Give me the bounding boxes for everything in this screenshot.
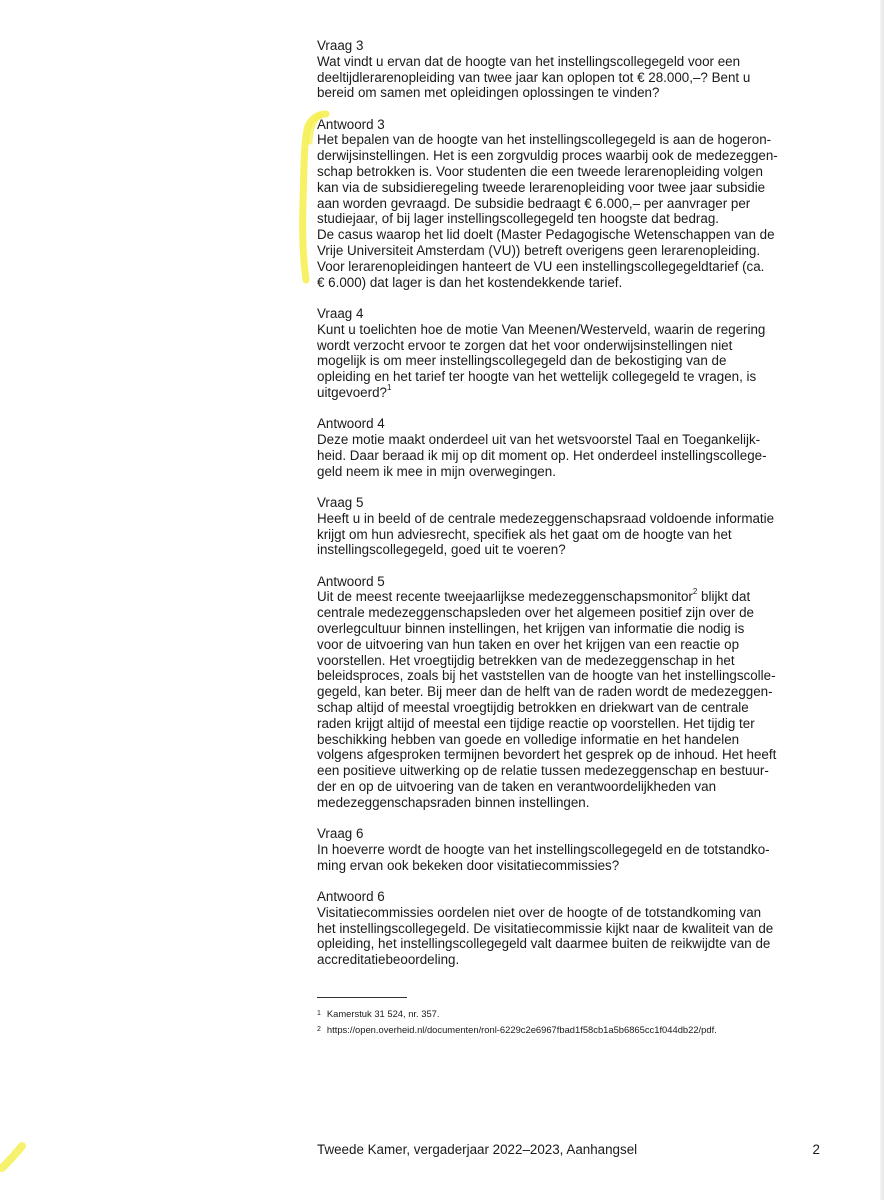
footnote-text: Kamerstuk 31 524, nr. 357. xyxy=(326,1008,440,1019)
text-line: Vrije Universiteit Amsterdam (VU)) betreft overigens geen lerarenopleiding. xyxy=(317,243,761,259)
answer-4 xyxy=(317,416,827,479)
text-line: derwijsinstellingen. Het is een zorgvuldig proces waarbij ook de medezeggen- xyxy=(317,148,778,164)
text-line-with-footnote xyxy=(317,382,827,401)
text-line: centrale medezeggenschapsleden over het algemeen positief zijn over de xyxy=(317,605,754,621)
text-line: kan via de subsidieregeling tweede lerarenopleiding voor twee jaar subsidie xyxy=(317,179,766,195)
text-fragment: blijkt dat xyxy=(697,589,751,605)
text-fragment: Uit de meest recente tweejaarlijkse medezeggenschapsmonitor xyxy=(317,589,693,605)
answer-6 xyxy=(317,889,827,968)
footnote-divider xyxy=(317,997,407,998)
answer-3 xyxy=(317,117,827,291)
text-line: schap betrokken is. Voor studenten die een tweede lerarenopleiding volgen xyxy=(317,164,763,180)
answer-5-heading: Antwoord 5 xyxy=(317,573,385,589)
text-line: beschikking hebben van goede en volledige informatie en het handelen xyxy=(317,731,740,747)
text-line: Het bepalen van de hoogte van het instellingscollegegeld is aan de hogeron- xyxy=(317,132,772,148)
text-line: wordt verzocht ervoor te zorgen dat het voor onderwijsinstellingen niet xyxy=(317,337,733,353)
text-line: een positieve uitwerking op de relatie tussen medezeggenschap en bestuur- xyxy=(317,763,769,779)
footer-publication: Tweede Kamer, vergaderjaar 2022–2023, Aanhangsel xyxy=(317,1142,638,1157)
text-line: Kunt u toelichten hoe de motie Van Meenen/Westerveld, waarin de regering xyxy=(317,321,766,337)
text-line: voorstellen. Het vroegtijdig betrekken van de medezeggenschap in het xyxy=(317,652,735,668)
text-line: het instellingscollegegeld. De visitatiecommissie kijkt naar de kwaliteit van de xyxy=(317,920,774,936)
text-line: heid. Daar beraad ik mij op dit moment op. Het onderdeel instellingscollege- xyxy=(317,447,767,463)
footnote-2 xyxy=(317,1023,717,1039)
text-line: ming ervan ook bekeken door visitatiecommissies? xyxy=(317,857,620,873)
text-line: deeltijdlerarenopleiding van twee jaar kan oplopen tot € 28.000,–? Bent u xyxy=(317,69,751,85)
question-6-heading: Vraag 6 xyxy=(317,826,364,842)
answer-3-heading: Antwoord 3 xyxy=(317,116,385,132)
text-line: Visitatiecommissies oordelen niet over de hoogte of de totstandkoming van xyxy=(317,904,762,920)
text-line: overlegcultuur binnen instellingen, het krijgen van informatie die nodig is xyxy=(317,621,745,636)
text-fragment: uitgevoerd? xyxy=(317,384,387,400)
question-4-heading: Vraag 4 xyxy=(317,305,364,321)
text-line: Voor lerarenopleidingen hanteert de VU een instellingscollegegeldtarief (ca. xyxy=(317,258,765,274)
text-line: aan worden gevraagd. De subsidie bedraagt € 6.000,– per aanvrager per xyxy=(317,195,751,211)
footnote-number: 1 xyxy=(317,1010,321,1017)
text-line-with-footnote xyxy=(317,589,827,605)
page-number: 2 xyxy=(812,1142,820,1157)
text-line: schap altijd of meestal vroegtijdig betrokken en driekwart van de centrale xyxy=(317,699,749,715)
text-line: volgens afgesproken termijnen bevordert het gesprek op de inhoud. Het heeft xyxy=(317,747,777,763)
text-line: In hoeverre wordt de hoogte van het instellingscollegegeld en de totstandko- xyxy=(317,841,770,857)
highlighter-corner-mark xyxy=(0,1138,30,1178)
footnotes xyxy=(317,1007,717,1038)
text-line: instellingscollegegeld, goed uit te voeren? xyxy=(317,542,566,558)
text-line: bereid om samen met opleidingen oplossingen te vinden? xyxy=(317,85,660,101)
footnote-number: 2 xyxy=(317,1025,321,1033)
page-edge-shadow xyxy=(880,0,884,1200)
text-line: De casus waarop het lid doelt (Master Pedagogische Wetenschappen van de xyxy=(317,227,775,243)
answer-4-heading: Antwoord 4 xyxy=(317,416,385,432)
document-body xyxy=(317,38,827,983)
footnote-1 xyxy=(317,1007,717,1023)
text-line: der en op de uitvoering van de taken en verantwoordelijkheden van xyxy=(317,778,717,794)
text-line: Wat vindt u ervan dat de hoogte van het instellingscollegegeld voor een xyxy=(317,53,741,69)
answer-5 xyxy=(317,574,827,811)
text-line: opleiding en het tarief ter hoogte van het wettelijk collegegeld te vragen, is xyxy=(317,369,757,385)
question-4 xyxy=(317,306,827,401)
answer-6-heading: Antwoord 6 xyxy=(317,888,385,904)
text-line: krijgt om hun adviesrecht, specifiek als het gaat om de hoogte van het xyxy=(317,526,732,542)
question-3 xyxy=(317,38,827,101)
text-line: raden krijgt altijd of meestal een tijdige reactie op voorstellen. Het tijdig ter xyxy=(317,715,755,731)
text-line: mogelijk is om meer instellingscollegegeld dan de bekostiging van de xyxy=(317,353,727,369)
footnote-link[interactable]: https://open.overheid.nl/documenten/ronl-6229c2e6967fbad1f58cb1a5b6865cc1f044db22/pdf. xyxy=(326,1023,717,1035)
text-line: accreditatiebeoordeling. xyxy=(317,952,460,968)
footnote-ref-2[interactable]: 2 xyxy=(692,587,698,597)
text-line: studiejaar, of bij lager instellingscollegegeld ten hoogste dat bedrag. xyxy=(317,211,719,227)
text-line: beleidsproces, zoals bij het vaststellen van de hoogte van het instellingscolle- xyxy=(317,668,776,684)
text-line: € 6.000) dat lager is dan het kostendekkende tarief. xyxy=(317,274,623,290)
question-5 xyxy=(317,495,827,558)
text-line: voor de uitvoering van hun taken en over het krijgen van een reactie op xyxy=(317,636,740,652)
question-6 xyxy=(317,826,827,873)
question-5-heading: Vraag 5 xyxy=(317,494,364,510)
text-line: gegeld, kan beter. Bij meer dan de helft van de raden wordt de medezeggen- xyxy=(317,684,773,700)
text-line: geld neem ik mee in mijn overwegingen. xyxy=(317,463,556,479)
text-line: Deze motie maakt onderdeel uit van het wetsvoorstel Taal en Toegankelijk- xyxy=(317,432,761,448)
footnote-ref-1[interactable]: 1 xyxy=(386,382,392,392)
question-3-heading: Vraag 3 xyxy=(317,38,364,53)
text-line: Heeft u in beeld of de centrale medezeggenschapsraad voldoende informatie xyxy=(317,510,775,526)
text-line: opleiding, het instellingscollegegeld valt daarmee buiten de reikwijdte van de xyxy=(317,936,771,952)
text-line: medezeggenschapsraden binnen instellingen. xyxy=(317,794,590,810)
